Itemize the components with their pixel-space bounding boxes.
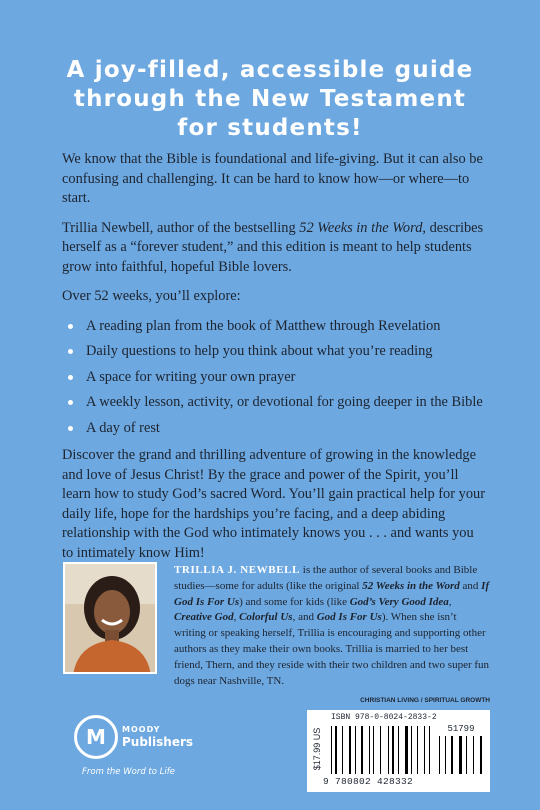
headline-line-2: through the New Testament — [73, 86, 467, 112]
barcode-bar — [355, 726, 356, 774]
moody-logo-icon: M — [74, 715, 118, 759]
feature-item — [62, 368, 487, 388]
barcode-bar — [415, 726, 416, 774]
bullet-icon — [68, 375, 73, 380]
author-portrait-icon — [65, 564, 157, 674]
book-title-reference: Colorful Us — [239, 611, 293, 624]
description-body — [62, 150, 487, 573]
feature-text: Daily questions to help you think about what you’re reading — [86, 343, 433, 359]
explore-lead: Over 52 weeks, you’ll explore: — [62, 288, 241, 304]
feature-text: A day of rest — [86, 419, 160, 436]
barcode-bar — [365, 726, 366, 774]
feature-text: A reading plan from the book of Matthew through Revelation — [86, 317, 441, 334]
category-label: CHRISTIAN LIVING / SPIRITUAL GROWTH — [360, 697, 490, 704]
author-name: TRILLIA J. NEWBELL — [174, 564, 301, 576]
feature-item — [62, 342, 487, 362]
bio-text: ) and some for kids (like — [239, 595, 350, 608]
barcode-bar — [409, 726, 410, 774]
publisher-name-bottom: Publishers — [122, 735, 194, 749]
barcode-bar — [342, 726, 343, 774]
barcode-bar — [380, 726, 381, 774]
publisher-tagline: From the Word to Life — [82, 767, 175, 777]
barcode-bar — [466, 736, 467, 774]
closing-paragraph: Discover the grand and thrilling adventure of growing in the knowledge and love of Jesus Christ! By the grace and power of the Spirit, you’ll learn how to study God’s sacred Word. You’ll gain practical help for your daily life, hope for the hardships you’re facing, and a deep abiding relationship with the God who intimately knows you . . . and wants you to intimately know Him! — [62, 447, 486, 561]
bullet-icon — [68, 426, 73, 431]
price-label: $17.99 US — [312, 727, 322, 771]
barcode-bar — [449, 736, 450, 774]
book-title-reference: God’s Very Good Idea — [349, 595, 449, 608]
publisher-name-top: MOODY — [122, 725, 161, 734]
intro-text: Trillia Newbell, author of the bestselling — [62, 219, 300, 236]
barcode-bar — [405, 726, 407, 774]
barcode-bar — [389, 726, 390, 774]
ean-digits: 9 780802 428332 — [323, 776, 414, 787]
barcode-bar — [401, 726, 402, 774]
feature-item — [62, 317, 487, 337]
feature-item — [62, 393, 487, 413]
barcode-bar — [392, 726, 393, 774]
book-title-reference: God Is For Us — [316, 611, 382, 624]
barcode-bar — [397, 726, 398, 774]
bullet-icon — [68, 349, 73, 354]
price-label-wrap — [311, 716, 323, 784]
addon-digits: 51799 — [447, 724, 475, 734]
barcode-bar — [340, 726, 341, 774]
barcode-bar — [377, 726, 378, 774]
barcode-bar — [335, 726, 336, 774]
bio-text: , — [448, 595, 452, 608]
headline-line-3: for students! — [177, 115, 363, 141]
barcode-bar — [331, 726, 332, 774]
bio-text: ). When she isn’t writing or speaking herself, Trillia is encouraging and supporting other authors as they make their own books. Trillia is married to her best friend, Thern, and they reside with their two children and two super fun dogs near Nashville, TN. — [174, 611, 490, 687]
barcode-bar — [420, 726, 421, 774]
barcode-panel — [307, 710, 490, 792]
barcode-bar — [439, 736, 440, 774]
book-title-reference: If God Is For Us — [174, 579, 490, 608]
bio-text: and — [459, 579, 482, 592]
barcode-bar — [463, 736, 464, 774]
barcode-bar — [388, 726, 389, 774]
barcode-bar — [455, 736, 456, 774]
book-title-reference: 52 Weeks in the Word — [299, 219, 423, 236]
barcode-bar — [349, 726, 350, 774]
barcode-bar — [441, 736, 443, 774]
addon-barcode — [439, 736, 483, 774]
barcode-bar — [459, 736, 462, 774]
barcode-bar — [480, 736, 482, 774]
bio-text: , — [233, 611, 240, 624]
bullet-icon — [68, 400, 73, 405]
barcode-bar — [470, 736, 472, 774]
book-title-reference: Creative God — [174, 611, 234, 624]
publisher-logo — [62, 715, 202, 777]
barcode-bar — [352, 726, 353, 774]
feature-item — [62, 419, 487, 439]
ean-barcode — [331, 726, 435, 774]
barcode-bar — [369, 726, 370, 774]
headline-line-1: A joy-filled, accessible guide — [66, 57, 474, 83]
intro-text: , describes herself as a “forever student,” and this edition is meant to help students grow into faithful, hopeful Bible lovers. — [62, 219, 484, 275]
barcode-bar — [373, 726, 374, 774]
barcode-bar — [417, 726, 418, 774]
feature-list — [62, 317, 487, 439]
feature-text: A weekly lesson, activity, or devotional for going deeper in the Bible — [86, 394, 483, 410]
barcode-bar — [411, 726, 412, 774]
barcode-bar — [433, 726, 434, 774]
author-intro-paragraph — [62, 219, 487, 278]
barcode-bar — [333, 726, 334, 774]
barcode-bar — [476, 736, 477, 774]
back-cover-headline — [30, 56, 510, 143]
author-bio — [174, 563, 490, 689]
barcode-bar — [445, 736, 446, 774]
barcode-bar — [426, 726, 427, 774]
bio-text: , and — [292, 611, 317, 624]
author-photo — [63, 562, 157, 674]
barcode-bar — [398, 726, 399, 774]
barcode-bar — [358, 726, 359, 774]
barcode-bar — [424, 726, 425, 774]
barcode-bar — [473, 736, 474, 774]
book-title-reference: 52 Weeks in the Word — [362, 579, 460, 592]
barcode-bar — [383, 726, 385, 774]
isbn-label: ISBN 978-0-8024-2833-2 — [331, 713, 437, 722]
bio-text: is the author of several books and Bible studies—some for adults (like the original — [174, 564, 478, 592]
intro-paragraph: We know that the Bible is foundational and life-giving. But it can also be confusing and challenging. It can be hard to know how—or where—to start. — [62, 151, 483, 206]
bullet-icon — [68, 324, 73, 329]
barcode-bar — [429, 726, 430, 774]
barcode-bar — [370, 726, 371, 774]
barcode-bar — [344, 726, 346, 774]
feature-text: A space for writing your own prayer — [86, 368, 296, 385]
barcode-bar — [361, 726, 363, 774]
barcode-bar — [451, 736, 453, 774]
